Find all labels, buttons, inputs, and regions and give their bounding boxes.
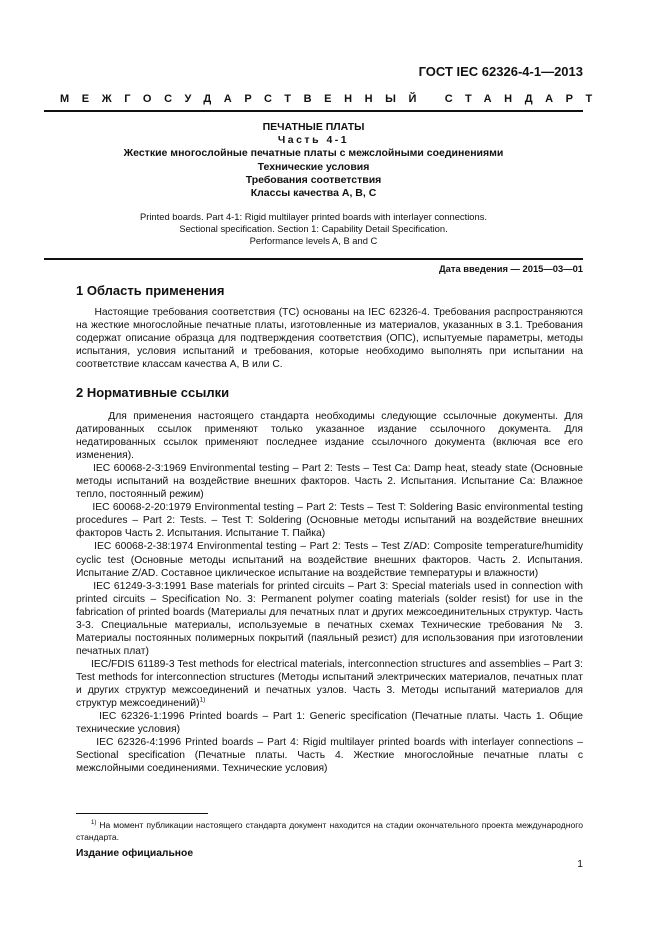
title-line: Требования соответствия xyxy=(245,173,382,186)
english-title-line: Printed boards. Part 4-1: Rigid multilayer printed boards with interlayer connections. xyxy=(139,211,488,222)
reference-item: IEC 62326-4:1996 Printed boards – Part 4: Rigid multilayer printed boards with interlayer connections – Sectional specification (Печатные платы. Часть 4. Жесткие многослойные печатные платы с межслойными соединениями. Технические условия) xyxy=(76,737,583,775)
section-heading: 2 Нормативные ссылки xyxy=(76,385,230,400)
edition-label: Издание официальное xyxy=(76,848,194,859)
standard-code: ГОСТ IEC 62326-4-1—2013 xyxy=(418,64,583,79)
footnote-marker: 1) xyxy=(199,696,206,704)
reference-item: IEC 60068-2-20:1979 Environmental testing – Part 2: Tests – Test T: Soldering Basic environmental testing procedures – Part 2: Tests. – Test T: Soldering (Основные методы испытаний на воздействие внешних факторов Часть 2. Испытания. Испытание Т. Пайка) xyxy=(76,502,583,540)
interstate-standard-banner: МЕЖГОСУДАРСТВЕННЫЙ СТАНДАРТ xyxy=(60,93,605,105)
section-heading: 1 Область применения xyxy=(76,283,225,298)
header-divider xyxy=(44,110,583,112)
title-divider xyxy=(44,258,583,260)
reference-item: IEC 61249-3-3:1991 Base materials for printed circuits – Part 3: Special materials used in connection with printed circuits – Specification No. 3: Permanent polymer coating materials (solder resist) for use in the fabrication of printed boards (Материалы для печатных плат и других межсоединительных структур. Часть 3-3. Специальные материалы, используемые в печатных схемах Технические требования № 3. Материалы постоянных полимерных покрытий (паяльный резист) для использования при изготовлении печатных плат) xyxy=(76,580,583,657)
title-line: Классы качества А, В, С xyxy=(250,187,377,200)
title-line: Жесткие многослойные печатные платы с межслойными соединениями xyxy=(123,147,504,160)
footnote-mark: 1) xyxy=(90,820,97,827)
introduction-date: Дата введения — 2015—03—01 xyxy=(438,263,583,274)
english-title-line: Sectional specification. Section 1: Capability Detail Specification. xyxy=(179,223,448,234)
title-block xyxy=(44,121,583,200)
paragraph: Для применения настоящего стандарта необходимы следующие ссылочные документы. Для датированных ссылок применяют только указанное издание ссылочного документа. Для недатированных ссылок применяют последнее издание ссылочного документа (включая все его изменения). xyxy=(76,411,583,462)
reference-item: IEC 60068-2-3:1969 Environmental testing – Part 2: Tests – Test Ca: Damp heat, steady state (Основные методы испытаний на воздействие внешних факторов. Часть 2. Испытания. Испытание Са: Влажное тепло, постоянный режим) xyxy=(76,463,583,501)
title-line: ПЕЧАТНЫЕ ПЛАТЫ xyxy=(262,121,365,133)
title-line: Технические условия xyxy=(257,160,370,173)
footnote-divider xyxy=(76,813,208,814)
title-line: Часть 4-1 xyxy=(277,134,350,147)
footnote-text: На момент публикации настоящего стандарта документ находится на стадии окончательного проекта международного стандарта. xyxy=(76,820,583,842)
reference-item: IEC 62326-1:1996 Printed boards – Part 1: Generic specification (Печатные платы. Часть 1. Общие технические условия) xyxy=(76,711,584,736)
section-1-body xyxy=(76,306,583,371)
page-number: 1 xyxy=(577,859,583,870)
reference-item: IEC 60068-2-38:1974 Environmental testing – Part 2: Tests – Test Z/AD: Composite temperature/humidity cyclic test (Основные методы испытаний на воздействие внешних факторов. Часть 2. Испытания. Испытание Z/AD. Составное циклическое испытание на воздействие температуры и влажности) xyxy=(76,541,583,579)
english-title-line: Performance levels A, B and C xyxy=(249,235,378,246)
footnote xyxy=(76,820,583,843)
paragraph: Настоящие требования соответствия (ТС) основаны на IEC 62326-4. Требования распространяются на жесткие многослойные печатные платы, изготовленные из материалов, указанных в 3.1. Требования содержат описание образца для подтверждения соответствия (ОПС), испытуемые параметры, методы испытания, условия испытаний и требования, которые необходимо выполнять при испытании на соответствие классам качества A, B или C. xyxy=(76,307,583,371)
reference-item: IEC/FDIS 61189-3 Test methods for electrical materials, interconnection structures and assemblies – Part 3: Test methods for interconnection structures (Методы испытаний электрических материалов, печатных плат и других структур межсоединений и печатных узлов. Часть 3. Методы испытаний материалов для структур межсоединений)$^{1)}$ xyxy=(76,658,583,710)
section-2-body xyxy=(76,410,583,775)
english-title xyxy=(44,211,583,247)
